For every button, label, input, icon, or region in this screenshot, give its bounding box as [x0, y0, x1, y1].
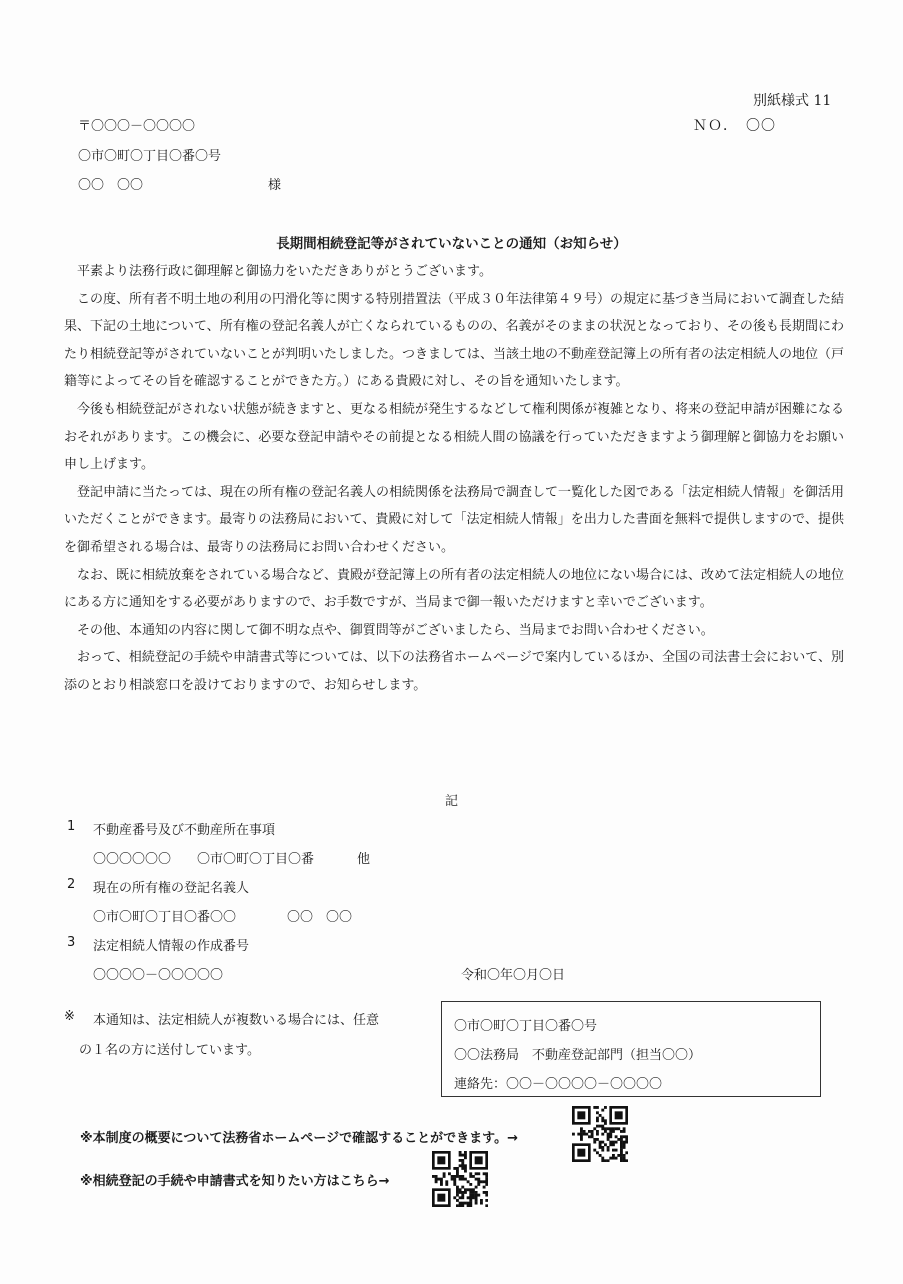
- property-location: 〇市〇町〇丁目〇番: [197, 852, 315, 867]
- notice-title: 長期間相続登記等がされていないことの通知（お知らせ）: [276, 236, 627, 252]
- paragraph: なお、既に相続放棄をされている場合など、貴殿が登記簿上の所有者の法定相続人の地位にない場合には、改めて法定相続人の地位にある方に通知をする必要がありますので、お手数ですが、当局まで御一報いただけますと幸いでございます。: [64, 567, 845, 611]
- contact-address: 〇市〇町〇丁目〇番〇号: [454, 1019, 598, 1034]
- paragraph: おって、相続登記の手続や申請書式等については、以下の法務省ホームページで案内しているほか、全国の司法書士会において、別添のとおり相談窓口を設けておりますので、お知らせします。: [64, 650, 844, 693]
- note-line: の１名の方に送付しています。: [79, 1043, 260, 1058]
- paragraph: 今後も相続登記がされない状態が続きますと、更なる相続が発生するなどして権利関係が複雑となり、将来の登記申請が困難になるおそれがあります。この機会に、必要な登記申請やその前提となる相続人間の協議を行っていただきますよう御理解と御協力をお願い申し上げます。: [64, 401, 845, 473]
- recipient-name: 〇〇 〇〇: [78, 178, 144, 193]
- note-line: 本通知は、法定相続人が複数いる場合には、任意: [93, 1013, 380, 1028]
- procedure-link-text: ※相続登記の手続や申請書式を知りたい方はこちら→: [80, 1174, 390, 1189]
- contact-office: 〇〇法務局 不動産登記部門（担当〇〇）: [454, 1048, 702, 1063]
- document-number: ＮＯ． 〇〇: [693, 118, 776, 134]
- property-number: 〇〇〇〇〇〇: [93, 852, 172, 867]
- recipient-honorific: 様: [268, 178, 282, 193]
- notice-body: [64, 258, 844, 700]
- item-number: 3: [67, 935, 76, 950]
- paragraph: その他、本通知の内容に関して御不明な点や、御質問等がございましたら、当局までお問い合わせください。: [77, 622, 714, 638]
- qr-code-icon[interactable]: [432, 1151, 488, 1207]
- overview-link-text: ※本制度の概要について法務省ホームページで確認することができます。→: [80, 1131, 518, 1146]
- item-number: 1: [67, 819, 76, 834]
- recipient-address: 〇市〇町〇丁目〇番〇号: [78, 149, 222, 164]
- item-label: 不動産番号及び不動産所在事項: [93, 823, 276, 838]
- ki-heading: 記: [444, 794, 458, 809]
- qr-code-icon[interactable]: [572, 1106, 628, 1162]
- paragraph: この度、所有者不明土地の利用の円滑化等に関する特別措置法（平成３０年法律第４９号）の規定に基づき当局において調査した結果、下記の土地について、所有権の登記名義人が亡くなられているものの、名義がそのままの状況となっており、その後も長期間にわたり相続登記等がされていないことが判明いたしました。つきましては、当該土地の不動産登記簿上の所有者の法定相続人の地位（戸籍等によってその旨を確認することができた方。）にある貴殿に対し、その旨を通知いたします。: [64, 291, 845, 390]
- heir-info-number: 〇〇〇〇－〇〇〇〇〇: [93, 968, 224, 983]
- property-other: 他: [357, 852, 371, 867]
- item-label: 現在の所有権の登記名義人: [93, 881, 250, 896]
- paragraph: 登記申請に当たっては、現在の所有権の登記名義人の相続関係を法務局で調査して一覧化した図である「法定相続人情報」を御活用いただくことができます。最寄りの法務局において、貴殿に対して「法定相続人情報」を出力した書面を無料で提供しますので、提供を御希望される場合は、最寄りの法務局にお問い合わせください。: [64, 484, 845, 555]
- contact-phone: 連絡先：〇〇－〇〇〇〇－〇〇〇〇: [454, 1077, 663, 1092]
- paragraph: 平素より法務行政に御理解と御協力をいただきありがとうございます。: [77, 264, 492, 279]
- form-label: 別紙様式 11: [753, 93, 832, 109]
- item-label: 法定相続人情報の作成番号: [93, 939, 250, 954]
- recipient-postal: 〒〇〇〇－〇〇〇〇: [78, 119, 196, 134]
- owner-name: 〇〇 〇〇: [287, 910, 353, 925]
- issue-date: 令和〇年〇月〇日: [461, 968, 566, 983]
- owner-address: 〇市〇町〇丁目〇番〇〇: [93, 910, 237, 925]
- note-mark: ※: [64, 1009, 75, 1024]
- item-number: 2: [67, 877, 76, 892]
- contact-box: [441, 1001, 821, 1097]
